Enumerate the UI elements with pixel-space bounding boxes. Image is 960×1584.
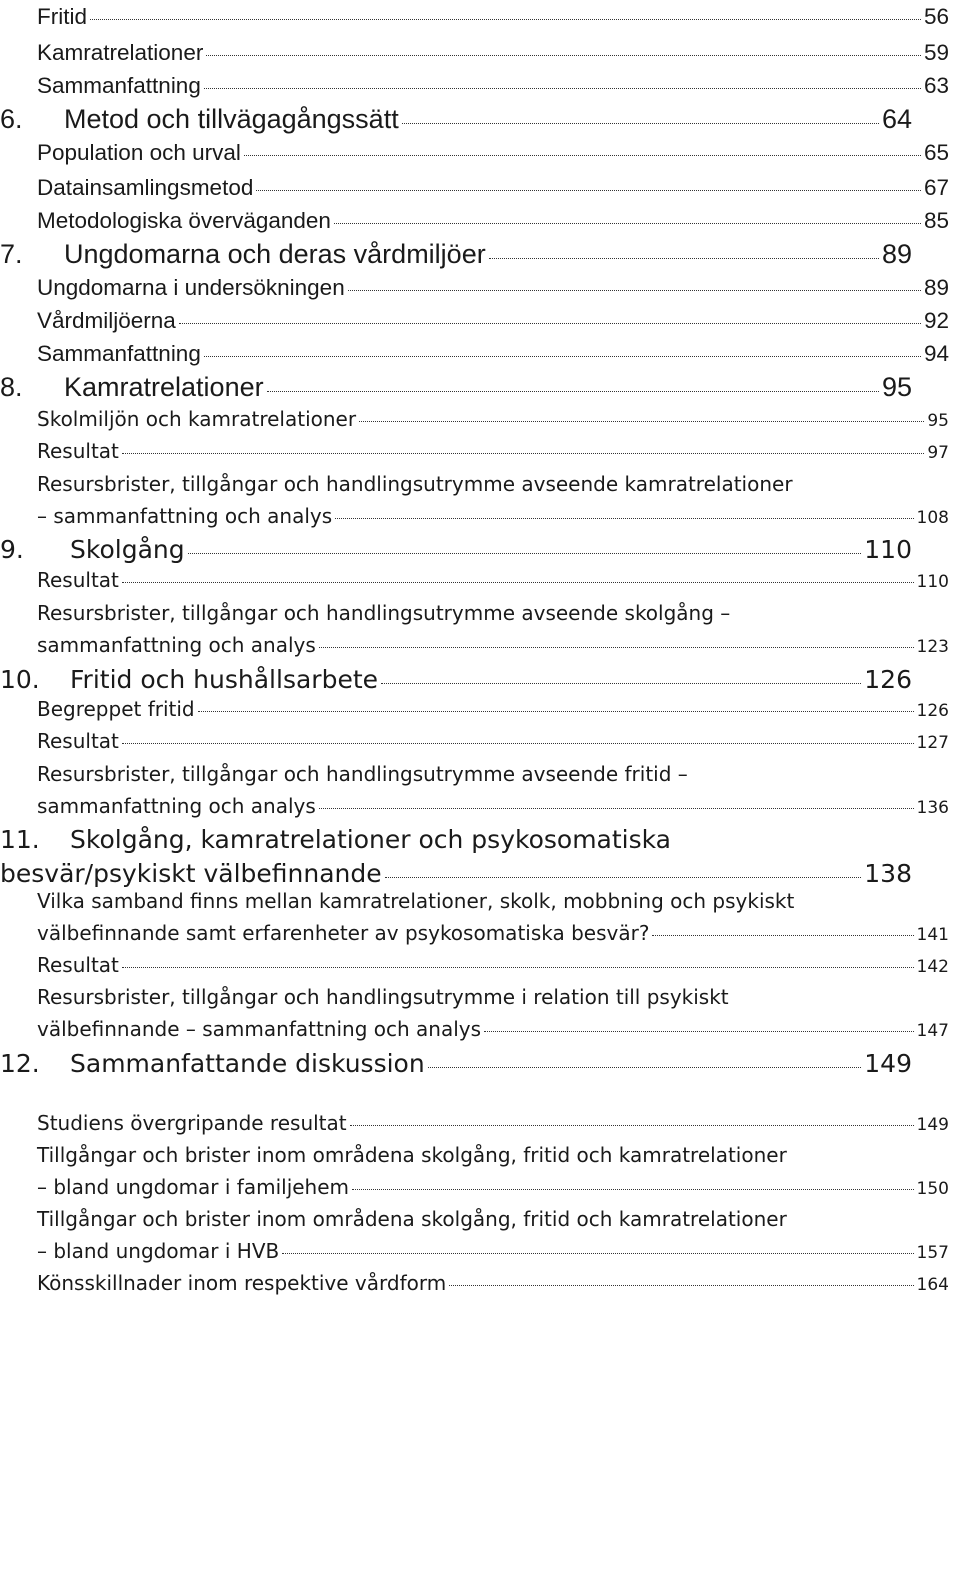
toc-entry-title: välbefinnande samt erfarenheter av psykosomatiska besvär? xyxy=(37,921,650,945)
page-number: 149 xyxy=(916,1115,949,1135)
dot-leader xyxy=(385,877,862,878)
toc-chapter-entry[interactable] xyxy=(0,104,912,135)
toc-entry-line xyxy=(37,73,949,99)
toc-chapter-entry[interactable] xyxy=(0,825,912,888)
toc-entry-title: Kamratrelationer xyxy=(64,372,264,402)
toc-entry-line xyxy=(37,794,949,818)
toc-section-entry[interactable] xyxy=(37,1207,949,1263)
toc-entry-title: Ungdomarna och deras vårdmiljöer xyxy=(64,239,486,269)
dot-leader xyxy=(204,356,921,357)
toc-section-entry[interactable] xyxy=(37,1143,949,1199)
toc-entry-title: Resultat xyxy=(37,953,119,977)
chapter-number: 12. xyxy=(0,1049,40,1078)
toc-section-entry[interactable] xyxy=(37,407,949,431)
dot-leader xyxy=(267,391,879,392)
toc-section-entry[interactable] xyxy=(37,601,949,657)
toc-entry-line xyxy=(37,341,949,367)
page-number: 95 xyxy=(927,411,949,431)
toc-chapter-entry[interactable] xyxy=(0,372,912,403)
toc-entry-line xyxy=(37,4,949,30)
toc-section-entry[interactable] xyxy=(37,1271,949,1295)
toc-entry-line xyxy=(37,40,949,66)
toc-entry-first-line: Resursbrister, tillgångar och handlingsutrymme avseende skolgång – xyxy=(37,601,731,625)
page-number: 92 xyxy=(923,308,949,333)
toc-entry-line xyxy=(37,568,949,592)
toc-entry-line xyxy=(37,175,949,201)
dot-leader xyxy=(122,453,924,454)
toc-entry-first-line: Resursbrister, tillgångar och handlingsutrymme avseende fritid – xyxy=(37,762,688,786)
dot-leader xyxy=(359,421,924,422)
page-number: 97 xyxy=(927,443,949,463)
toc-entry-title: Sammanfattande diskussion xyxy=(70,1049,425,1078)
toc-chapter-entry[interactable] xyxy=(0,239,912,270)
page-number: 149 xyxy=(864,1049,912,1078)
dot-leader xyxy=(449,1285,913,1286)
chapter-number: 8. xyxy=(0,372,23,402)
toc-entry-title: Resultat xyxy=(37,568,119,592)
dot-leader xyxy=(652,935,913,936)
page-number: 64 xyxy=(881,104,912,134)
dot-leader xyxy=(256,190,921,191)
toc-entry-line xyxy=(37,439,949,463)
toc-entry-first-line: Tillgångar och brister inom områdena skolgång, fritid och kamratrelationer xyxy=(37,1207,787,1231)
toc-section-entry[interactable] xyxy=(37,208,949,234)
dot-leader xyxy=(204,88,921,89)
page-number: 136 xyxy=(916,798,949,818)
toc-entry-line xyxy=(0,1049,912,1078)
toc-section-entry[interactable] xyxy=(37,40,949,66)
dot-leader xyxy=(428,1067,862,1068)
page-number: 123 xyxy=(916,637,949,657)
toc-section-entry[interactable] xyxy=(37,472,949,528)
toc-chapter-entry[interactable] xyxy=(0,665,912,694)
chapter-number: 6. xyxy=(0,104,23,134)
toc-entry-title: Metodologiska överväganden xyxy=(37,208,331,233)
toc-entry-title: Fritid xyxy=(37,4,87,29)
toc-entry-title: – bland ungdomar i familjehem xyxy=(37,1175,350,1199)
toc-entry-line xyxy=(37,208,949,234)
toc-entry-line xyxy=(0,372,912,403)
toc-entry-line xyxy=(37,140,949,166)
chapter-number: 11. xyxy=(0,825,40,854)
toc-section-entry[interactable] xyxy=(37,175,949,201)
dot-leader xyxy=(484,1031,914,1032)
toc-entry-first-line: Resursbrister, tillgångar och handlingsutrymme i relation till psykiskt xyxy=(37,985,729,1009)
page-number: 56 xyxy=(923,4,949,29)
toc-section-entry[interactable] xyxy=(37,308,949,334)
dot-leader xyxy=(381,683,861,684)
toc-entry-line xyxy=(37,633,949,657)
dot-leader xyxy=(352,1189,914,1190)
page-number: 138 xyxy=(864,859,912,888)
toc-section-entry[interactable] xyxy=(37,697,949,721)
toc-entry-line xyxy=(37,1239,949,1263)
toc-entry-title: Sammanfattning xyxy=(37,341,201,366)
dot-leader xyxy=(489,258,879,259)
toc-section-entry[interactable] xyxy=(37,729,949,753)
page-number: 95 xyxy=(881,372,912,402)
toc-entry-line xyxy=(37,953,949,977)
toc-section-entry[interactable] xyxy=(37,568,949,592)
toc-entry-title: sammanfattning och analys xyxy=(37,633,316,657)
toc-entry-title: Sammanfattning xyxy=(37,73,201,98)
toc-entry-title: Kamratrelationer xyxy=(37,40,204,65)
toc-entry-line xyxy=(37,275,949,301)
toc-entry-title: Resultat xyxy=(37,439,119,463)
toc-entry-line xyxy=(37,308,949,334)
toc-entry-line xyxy=(0,665,912,694)
toc-section-entry[interactable] xyxy=(37,140,949,166)
dot-leader xyxy=(350,1125,914,1126)
toc-entry-title: Ungdomarna i undersökningen xyxy=(37,275,345,300)
toc-section-entry[interactable] xyxy=(37,889,949,945)
page-number: 89 xyxy=(881,239,912,269)
toc-section-entry[interactable] xyxy=(37,73,949,99)
page-number: 85 xyxy=(923,208,949,233)
page-number: 65 xyxy=(923,140,949,165)
dot-leader xyxy=(198,711,914,712)
toc-entry-line xyxy=(0,535,912,564)
toc-entry-first-line: Vilka samband finns mellan kamratrelationer, skolk, mobbning och psykiskt xyxy=(37,889,795,913)
dot-leader xyxy=(244,155,921,156)
dot-leader xyxy=(122,582,914,583)
page-number: 126 xyxy=(864,665,912,694)
toc-section-entry[interactable] xyxy=(37,439,949,463)
toc-entry-line xyxy=(37,1017,949,1041)
toc-entry-title: Studiens övergripande resultat xyxy=(37,1111,347,1135)
toc-entry-title: Fritid och hushållsarbete xyxy=(70,665,379,694)
toc-section-entry[interactable] xyxy=(37,985,949,1041)
page-number: 142 xyxy=(916,957,949,977)
chapter-number: 9. xyxy=(0,535,24,564)
toc-entry-title: – bland ungdomar i HVB xyxy=(37,1239,280,1263)
page-number: 67 xyxy=(923,175,949,200)
toc-section-entry[interactable] xyxy=(37,4,949,30)
dot-leader xyxy=(348,290,921,291)
dot-leader xyxy=(319,808,914,809)
page-number: 126 xyxy=(916,701,949,721)
page-number: 110 xyxy=(864,535,912,564)
toc-entry-line xyxy=(0,859,912,888)
toc-entry-line xyxy=(37,1111,949,1135)
dot-leader xyxy=(402,123,879,124)
toc-chapter-entry[interactable] xyxy=(0,1049,912,1078)
page-number: 108 xyxy=(916,508,949,528)
toc-section-entry[interactable] xyxy=(37,953,949,977)
toc-entry-first-line: Resursbrister, tillgångar och handlingsutrymme avseende kamratrelationer xyxy=(37,472,793,496)
page-number: 59 xyxy=(923,40,949,65)
toc-entry-line xyxy=(0,239,912,270)
page-number: 150 xyxy=(916,1179,949,1199)
dot-leader xyxy=(206,55,921,56)
toc-entry-line xyxy=(37,1175,949,1199)
toc-entry-title: Skolmiljön och kamratrelationer xyxy=(37,407,357,431)
toc-entry-first-line: Tillgångar och brister inom områdena skolgång, fritid och kamratrelationer xyxy=(37,1143,787,1167)
toc-entry-line xyxy=(37,921,949,945)
toc-entry-title: Datainsamlingsmetod xyxy=(37,175,254,200)
toc-entry-line xyxy=(37,407,949,431)
toc-entry-title: Vårdmiljöerna xyxy=(37,308,176,333)
toc-entry-title: Skolgång xyxy=(70,535,185,564)
page-number: 63 xyxy=(923,73,949,98)
toc-entry-title: – sammanfattning och analys xyxy=(37,504,333,528)
chapter-number: 10. xyxy=(0,665,40,694)
toc-section-entry[interactable] xyxy=(37,341,949,367)
page-number: 127 xyxy=(916,733,949,753)
toc-entry-title: Resultat xyxy=(37,729,119,753)
page-number: 164 xyxy=(916,1275,949,1295)
dot-leader xyxy=(179,323,921,324)
toc-entry-title: Population och urval xyxy=(37,140,241,165)
dot-leader xyxy=(334,223,921,224)
dot-leader xyxy=(335,518,913,519)
toc-entry-title: Begreppet fritid xyxy=(37,697,195,721)
toc-entry-line xyxy=(37,697,949,721)
toc-section-entry[interactable] xyxy=(37,762,949,818)
toc-entry-first-line xyxy=(0,825,912,854)
dot-leader xyxy=(282,1253,913,1254)
dot-leader xyxy=(90,19,921,20)
page-number: 89 xyxy=(923,275,949,300)
toc-entry-line xyxy=(37,1271,949,1295)
dot-leader xyxy=(122,967,914,968)
page-number: 94 xyxy=(923,341,949,366)
dot-leader xyxy=(122,743,914,744)
page-number: 110 xyxy=(916,572,949,592)
page-number: 147 xyxy=(916,1021,949,1041)
chapter-number: 7. xyxy=(0,239,23,269)
page-number: 157 xyxy=(916,1243,949,1263)
toc-entry-line xyxy=(37,504,949,528)
toc-entry-title: Metod och tillvägagångssätt xyxy=(64,104,399,134)
toc-section-entry[interactable] xyxy=(37,1111,949,1135)
chapter-title-part: Skolgång, kamratrelationer och psykosomatiska xyxy=(70,825,672,854)
dot-leader xyxy=(319,647,914,648)
toc-entry-title: välbefinnande – sammanfattning och analys xyxy=(37,1017,482,1041)
toc-section-entry[interactable] xyxy=(37,275,949,301)
toc-entry-title: Könsskillnader inom respektive vårdform xyxy=(37,1271,447,1295)
dot-leader xyxy=(188,553,862,554)
toc-entry-line xyxy=(37,729,949,753)
toc-entry-title: besvär/psykiskt välbefinnande xyxy=(0,859,382,888)
toc-entry-title: sammanfattning och analys xyxy=(37,794,316,818)
page-number: 141 xyxy=(916,925,949,945)
toc-entry-line xyxy=(0,104,912,135)
toc-chapter-entry[interactable] xyxy=(0,535,912,564)
